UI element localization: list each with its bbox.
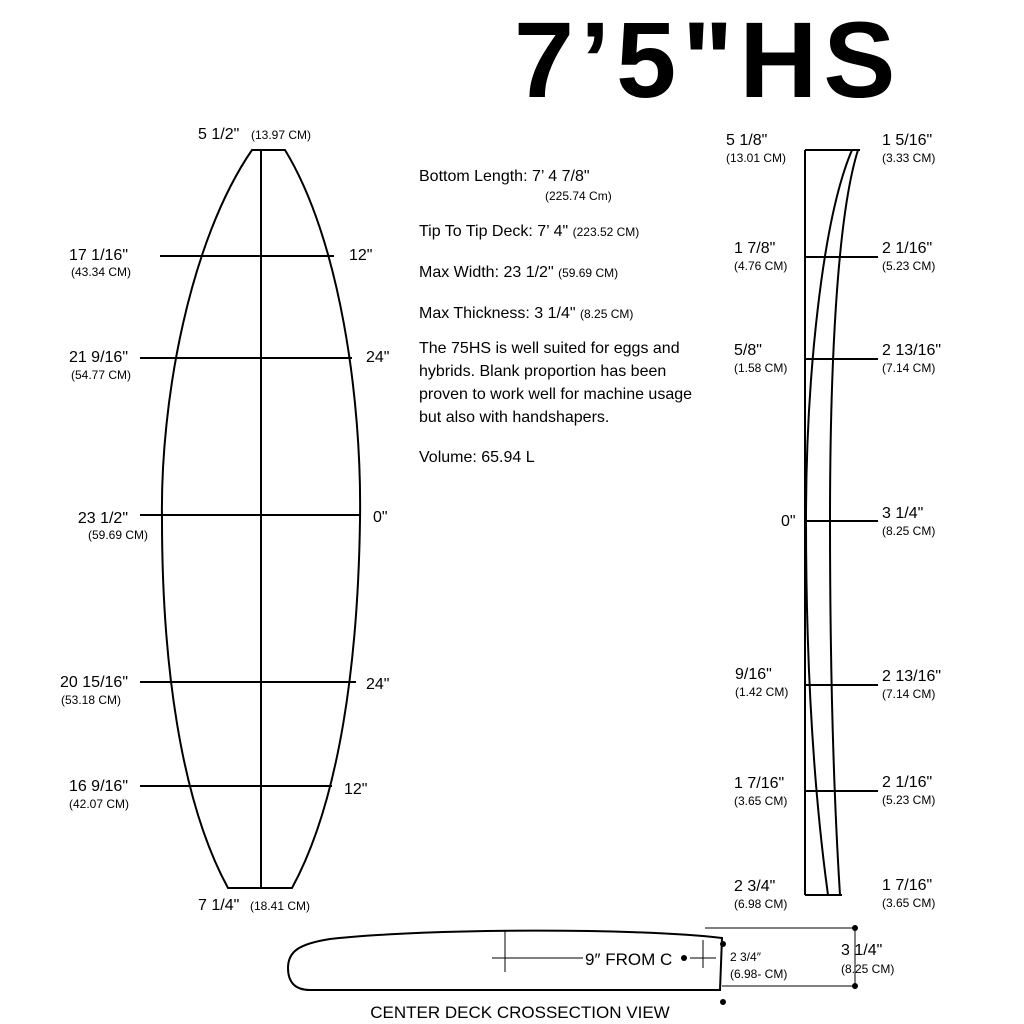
rocker-value: 5 1/8" [726, 132, 768, 149]
board-description: The 75HS is well suited for eggs and hybrids. Blank proportion has been proven to work well for machine usage but also with handshapers. [419, 340, 693, 426]
thickness-cm: (7.14 CM) [882, 687, 936, 701]
thickness-value: 1 7/16" [882, 877, 933, 894]
thickness-cm: (5.23 CM) [882, 259, 936, 273]
station-marker: 12" [349, 247, 373, 264]
bottom-rocker-curve [806, 150, 852, 895]
nose-width-label: 5 1/2" [198, 126, 240, 143]
nose-width-cm: (13.97 CM) [251, 128, 312, 142]
from-center-label: 9″ FROM C [585, 950, 673, 969]
measure-dot [720, 941, 726, 947]
thickness-value: 1 5/16" [882, 132, 933, 149]
crossection-thickness-cm: (8.25 CM) [841, 962, 895, 976]
crossection-view [288, 925, 894, 1022]
thickness-value: 2 13/16" [882, 668, 942, 685]
rail-height-value: 2 3/4″ [730, 950, 761, 964]
profile-view [726, 132, 941, 911]
rocker-cm: (3.65 CM) [734, 794, 788, 808]
rocker-cm: (4.76 CM) [734, 259, 788, 273]
station-width-label: 23 1/2" [77, 510, 128, 527]
rocker-value: 5/8" [734, 342, 762, 359]
outline-view [60, 126, 389, 914]
station-width-label: 21 9/16" [68, 349, 128, 366]
crossection-thickness-value: 3 1/4" [841, 942, 883, 959]
tail-width-label: 7 1/4" [198, 897, 240, 914]
rocker-value: 0" [781, 513, 796, 530]
thickness-value: 2 1/16" [882, 774, 933, 791]
station-width-cm: (53.18 CM) [60, 693, 121, 707]
bottom-length-cm: (225.74 Cm) [545, 189, 612, 203]
tip-to-tip-cm: (223.52 CM) [572, 225, 640, 239]
station-marker: 24" [366, 676, 390, 693]
rocker-cm: (1.42 CM) [735, 685, 789, 699]
rocker-value: 9/16" [735, 666, 772, 683]
rocker-value: 1 7/16" [734, 775, 785, 792]
station-width-label: 17 1/16" [68, 247, 128, 264]
station-width-label: 20 15/16" [60, 674, 128, 691]
rocker-value: 2 3/4" [734, 878, 776, 895]
station-marker: 24" [366, 349, 390, 366]
tail-width-cm: (18.41 CM) [250, 899, 311, 913]
thickness-value: 3 1/4" [882, 505, 924, 522]
max-width-cm: (59.69 CM) [558, 266, 619, 280]
max-thickness-label: Max Thickness: 3 1/4" [419, 305, 576, 322]
rocker-value: 1 7/8" [734, 240, 776, 257]
station-width-label: 16 9/16" [68, 778, 128, 795]
bottom-length-label: Bottom Length: 7’ 4 7/8" [419, 168, 590, 185]
thickness-cm: (3.33 CM) [882, 151, 936, 165]
max-thickness-cm: (8.25 CM) [580, 307, 634, 321]
thickness-value: 2 1/16" [882, 240, 933, 257]
model-title: 7’5"HS [514, 0, 902, 120]
rail-height-cm: (6.98- CM) [730, 967, 788, 981]
max-width-label: Max Width: 23 1/2" [419, 264, 554, 281]
rocker-cm: (6.98 CM) [734, 897, 788, 911]
deck-rocker-curve [830, 150, 858, 895]
measure-dot [681, 955, 687, 961]
station-width-cm: (54.77 CM) [70, 368, 131, 382]
station-width-cm: (42.07 CM) [68, 797, 129, 811]
thickness-value: 2 13/16" [882, 342, 942, 359]
thickness-cm: (3.65 CM) [882, 896, 936, 910]
station-marker: 0" [373, 509, 388, 526]
measure-dot [720, 999, 726, 1005]
thickness-cm: (7.14 CM) [882, 361, 936, 375]
tip-to-tip-label: Tip To Tip Deck: 7’ 4" [419, 223, 569, 240]
station-width-cm: (59.69 CM) [87, 528, 148, 542]
volume-spec: Volume: 65.94 L [419, 449, 535, 466]
rocker-cm: (13.01 CM) [726, 151, 787, 165]
crossection-caption: CENTER DECK CROSSECTION VIEW [370, 1003, 670, 1022]
thickness-cm: (8.25 CM) [882, 524, 936, 538]
station-width-cm: (43.34 CM) [70, 265, 131, 279]
station-marker: 12" [344, 781, 368, 798]
rocker-cm: (1.58 CM) [734, 361, 788, 375]
thickness-cm: (5.23 CM) [882, 793, 936, 807]
